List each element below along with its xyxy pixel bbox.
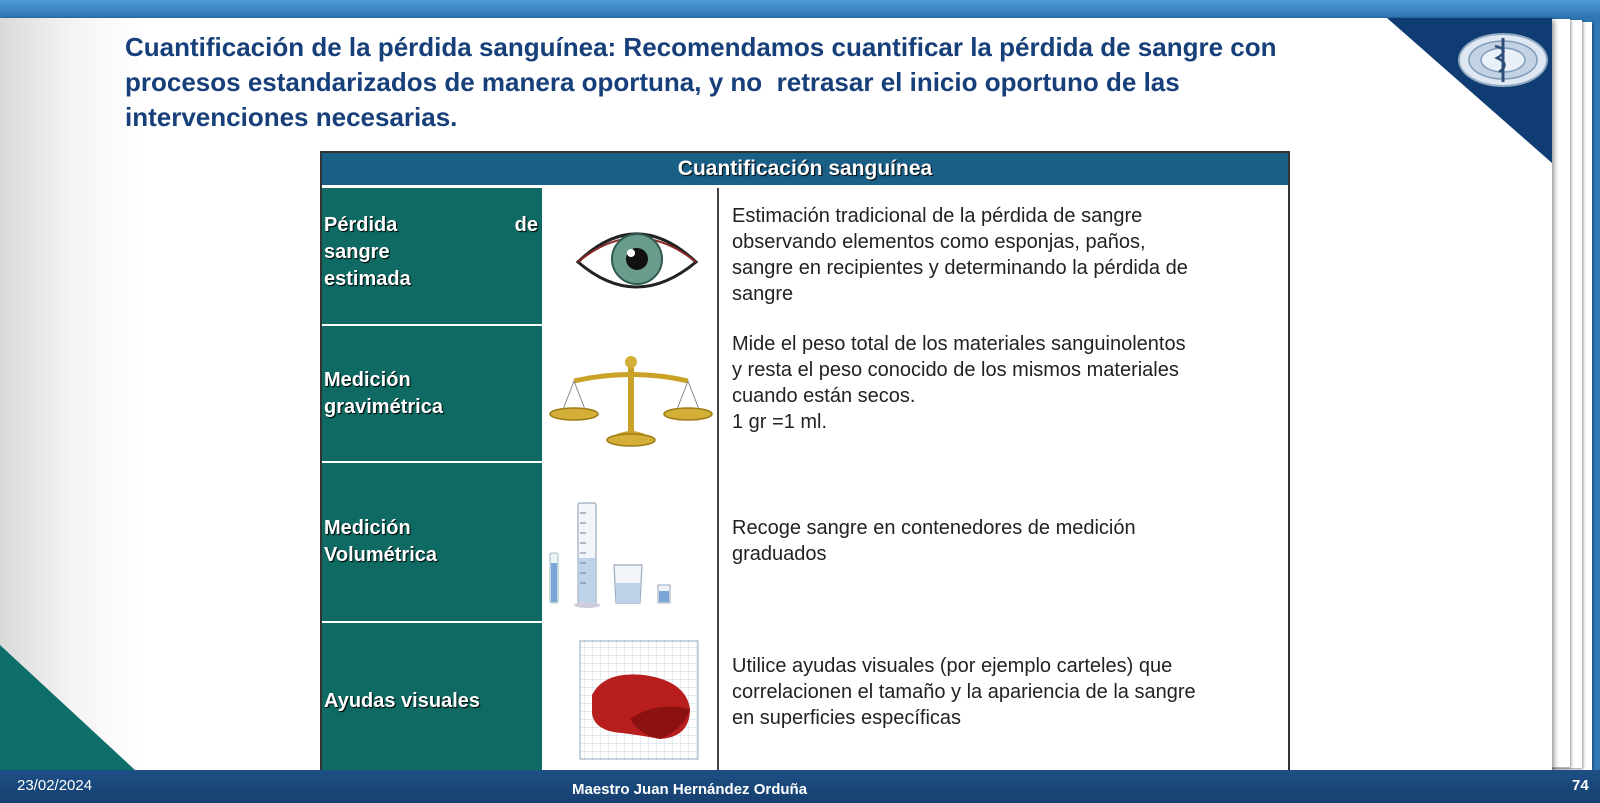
row-label-text: sangre xyxy=(324,241,390,263)
footer-date: 23/02/2024 xyxy=(17,777,93,794)
description-line: Utilice ayudas visuales (por ejemplo carteles) que xyxy=(732,655,1173,677)
row-label-text: Pérdida xyxy=(324,214,398,236)
description-line: en superficies específicas xyxy=(732,707,962,729)
row-label-text: Medición xyxy=(324,368,411,391)
description-line: graduados xyxy=(732,543,827,565)
row-image-cell xyxy=(544,326,717,463)
row-description xyxy=(732,331,1282,435)
row-label-text: gravimétrica xyxy=(324,395,443,418)
table-row xyxy=(322,188,1288,326)
table-row xyxy=(322,623,1288,779)
row-image-cell xyxy=(544,188,717,326)
scale-icon xyxy=(544,326,717,463)
description-line: Mide el peso total de los materiales sanguinolentos xyxy=(732,333,1186,355)
row-label-text: Medición xyxy=(324,517,411,539)
description-line: cuando están secos. xyxy=(732,385,916,407)
description-line: sangre xyxy=(732,283,794,305)
description-line: sangre en recipientes y determinando la pérdida de xyxy=(732,257,1188,279)
row-label-text: estimada xyxy=(324,268,411,290)
graduated-cylinders-icon xyxy=(544,463,717,623)
slide-title: Cuantificación de la pérdida sanguínea: Recomendamos cuantificar la pérdida de sangre con procesos estandarizados de manera oportuna, y no retrasar el inicio oportuno de las intervenciones necesarias. xyxy=(125,32,1320,132)
row-image-cell xyxy=(544,463,717,623)
corner-decoration-bottom-left xyxy=(0,645,135,770)
row-description xyxy=(732,653,1282,731)
row-description xyxy=(732,203,1282,307)
description-line: observando elementos como esponjas, paños, xyxy=(732,231,1146,253)
eye-icon xyxy=(544,188,717,326)
table-header: Cuantificación sanguínea xyxy=(322,153,1288,188)
description-line: Estimación tradicional de la pérdida de sangre xyxy=(732,205,1143,227)
row-label-visual-aids xyxy=(322,623,542,779)
description-line: y resta el peso conocido de los mismos materiales xyxy=(732,359,1179,381)
medical-seal-logo-icon xyxy=(1457,32,1549,88)
blood-quantification-table xyxy=(320,151,1290,779)
description-line: correlacionen el tamaño y la apariencia de la sangre xyxy=(732,681,1196,703)
top-band xyxy=(0,0,1600,18)
row-label-text: Volumétrica xyxy=(324,544,437,566)
blood-stain-grid-icon xyxy=(544,623,717,779)
table-row xyxy=(322,463,1288,623)
table-row xyxy=(322,326,1288,463)
row-label-estimated-loss xyxy=(322,188,542,326)
row-label-gravimetric xyxy=(322,326,542,463)
row-label-volumetric xyxy=(322,463,542,623)
footer-author: Maestro Juan Hernández Orduña xyxy=(572,781,808,798)
row-label-text: Ayudas visuales xyxy=(324,689,481,712)
page-number: 74 xyxy=(1572,777,1589,794)
row-label-text: de xyxy=(514,214,538,236)
row-image-cell xyxy=(544,623,717,779)
description-line: 1 gr =1 ml. xyxy=(732,411,828,433)
description-line: Recoge sangre en contenedores de medición xyxy=(732,517,1136,539)
row-description xyxy=(732,515,1282,567)
